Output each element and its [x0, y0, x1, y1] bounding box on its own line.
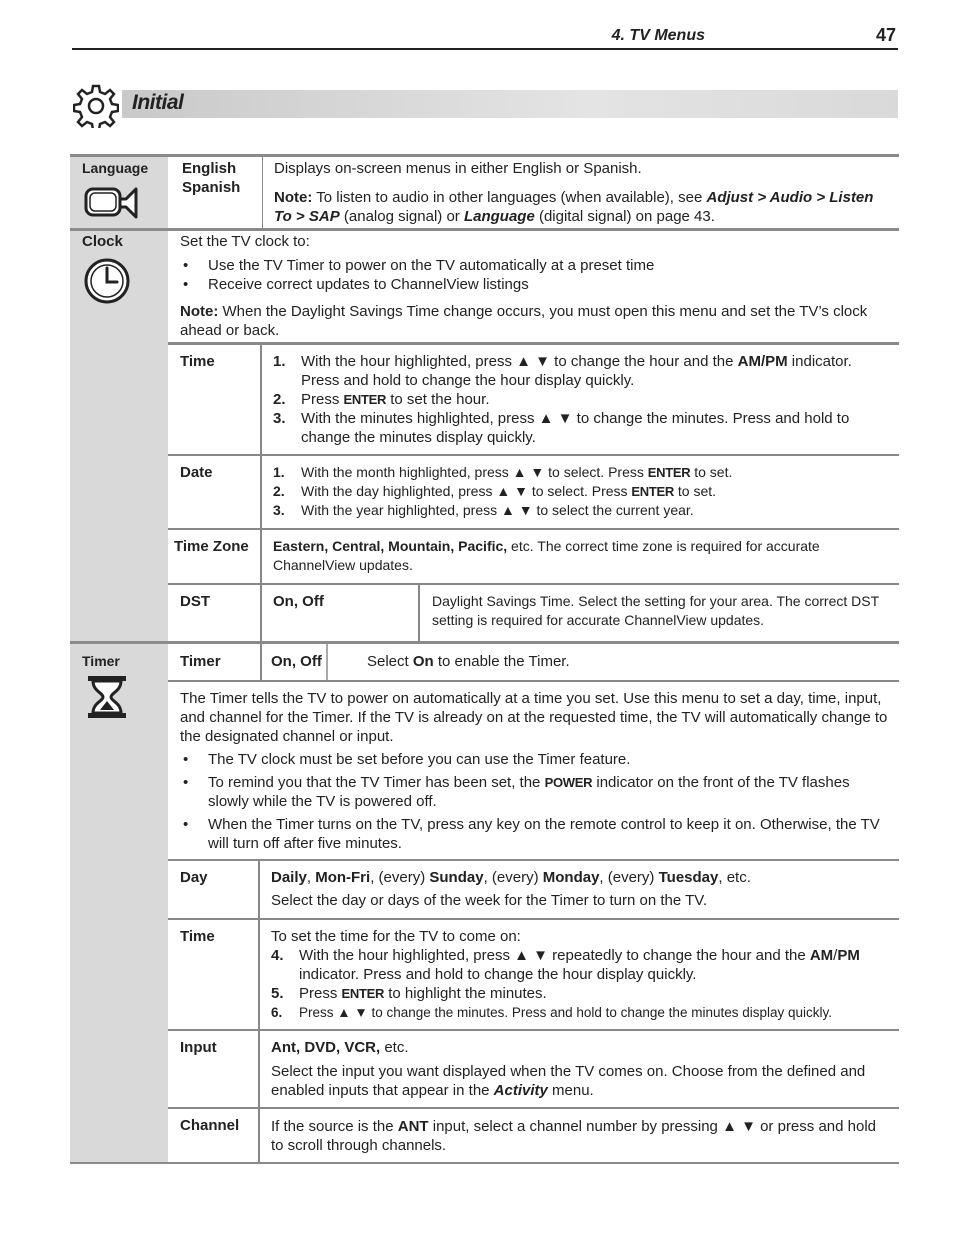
list-item: • The TV clock must be set before you can use the Timer feature. [180, 750, 880, 769]
list-item: 4. With the hour highlighted, press ▲ ▼ repeatedly to change the hour and the AM/PM indicator. Press and hold to change the hour display quickly. [271, 947, 860, 983]
list-item: 1. With the hour highlighted, press ▲ ▼ to change the hour and the AM/PM indicator. Press and hold to change the hour display quickly. [273, 353, 852, 389]
timer-time-label: Time [180, 928, 215, 945]
page-header [72, 24, 898, 50]
timer-section [70, 644, 899, 1162]
gear-icon [73, 84, 119, 128]
list-item: 1. With the month highlighted, press ▲ ▼ to select. Press ENTER to set. [273, 464, 733, 480]
clock-date-steps [273, 463, 891, 520]
section-title: Initial [132, 91, 184, 114]
timer-options: On, Off [271, 653, 322, 670]
clock-timezone-label: Time Zone [174, 538, 249, 555]
list-item: 3. With the minutes highlighted, press ▲ ▼ to change the minutes. Press and hold to change the minutes display quickly. [273, 410, 850, 446]
clock-time-steps [273, 352, 891, 447]
list-item: • To remind you that the TV Timer has been set, the POWER indicator on the front of the TV flashes slowly while the TV is powered off. [180, 773, 880, 811]
list-item: • Use the TV Timer to power on the TV automatically at a preset time [180, 256, 880, 275]
clock-timezone-text: Eastern, Central, Mountain, Pacific, etc. The correct time zone is required for accurate ChannelView updates. [273, 538, 820, 573]
timer-channel-description: If the source is the ANT input, select a channel number by pressing ▲ ▼ or press and hold to scroll through channels. [271, 1118, 876, 1154]
timer-input-label: Input [180, 1039, 217, 1056]
clock-dst-description: Daylight Savings Time. Select the setting for your area. The correct DST setting is required for accurate ChannelView updates. [432, 593, 879, 628]
timer-time-intro: To set the time for the TV to come on: [271, 928, 521, 945]
language-label: Language [82, 160, 149, 176]
page-number: 47 [875, 25, 896, 45]
timer-day-label: Day [180, 869, 208, 886]
list-item: 2. Press ENTER to set the hour. [273, 391, 490, 408]
list-item: • Receive correct updates to ChannelView listings [180, 275, 880, 294]
timer-sub-label: Timer [180, 653, 221, 670]
chapter-title: 4. TV Menus [611, 27, 705, 44]
timer-day-description: Select the day or days of the week for the Timer to turn on the TV. [271, 892, 708, 909]
language-description: Displays on-screen menus in either English or Spanish. [274, 160, 642, 177]
clock-time-label: Time [180, 353, 215, 370]
timer-intro: The Timer tells the TV to power on automatically at a time you set. Use this menu to set a day, time, input, and channel for the Timer. If the TV is already on at the requested time, the TV will automatically change to the designated channel or input. [180, 690, 888, 745]
list-item: • When the Timer turns on the TV, press any key on the remote control to keep it on. Otherwise, the TV will turn off after five minutes. [180, 815, 880, 853]
clock-dst-label: DST [180, 593, 210, 610]
language-option-spanish: Spanish [182, 179, 241, 196]
clock-section [70, 231, 899, 641]
clock-date-label: Date [180, 464, 213, 481]
clock-subtable [168, 342, 899, 641]
timer-label: Timer [82, 653, 120, 669]
monitor-speaker-icon [84, 181, 140, 223]
clock-dst-options: On, Off [273, 593, 324, 610]
language-option-english: English [182, 160, 237, 177]
settings-table [70, 154, 899, 1166]
language-note: Note: To listen to audio in other languages (when available), see Adjust > Audio > Listen To > SAP (analog signal) or Language (digital signal) on page 43. [274, 189, 874, 225]
timer-input-description: Select the input you want displayed when the TV comes on. Choose from the defined and enabled inputs that appear in the Activity menu. [271, 1063, 866, 1099]
clock-bullets [180, 256, 880, 294]
list-item: 6. Press ▲ ▼ to change the minutes. Press and hold to change the minutes display quickly. [271, 1005, 833, 1020]
list-item: 3. With the year highlighted, press ▲ ▼ to select the current year. [273, 502, 694, 518]
clock-note: Note: When the Daylight Savings Time change occurs, you must open this menu and set the TV’s clock ahead or back. [180, 303, 868, 339]
timer-input-options: Ant, DVD, VCR, etc. [271, 1039, 409, 1056]
timer-subtable [168, 859, 899, 1162]
list-item: 2. With the day highlighted, press ▲ ▼ to select. Press ENTER to set. [273, 483, 717, 499]
clock-icon [83, 257, 131, 305]
list-item: 5. Press ENTER to highlight the minutes. [271, 985, 547, 1002]
section-title-bar [122, 90, 898, 118]
hourglass-icon [86, 674, 128, 720]
timer-time-steps [271, 946, 891, 1022]
language-section [70, 157, 899, 228]
timer-day-options: Daily, Mon-Fri, (every) Sunday, (every) Monday, (every) Tuesday, etc. [271, 869, 751, 886]
timer-channel-label: Channel [180, 1117, 240, 1134]
timer-bullets [180, 750, 880, 853]
timer-description: Select On to enable the Timer. [367, 653, 570, 670]
clock-intro: Set the TV clock to: [180, 233, 310, 250]
clock-label: Clock [82, 233, 123, 250]
